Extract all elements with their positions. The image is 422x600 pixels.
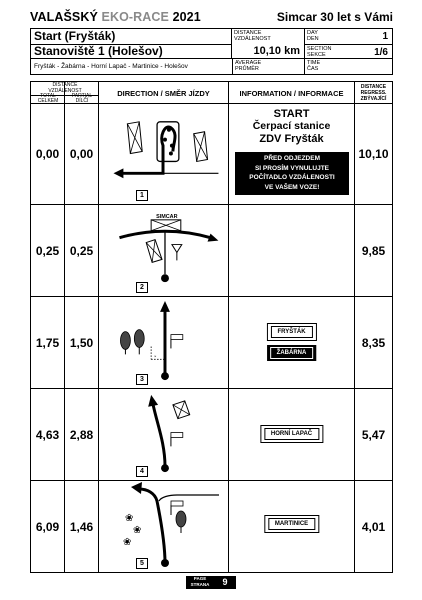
regress-distance: 9,85 (361, 243, 386, 258)
total-distance: 4,63 (35, 427, 60, 442)
page-number: 9 (214, 576, 236, 589)
town-sign-zabarna (267, 345, 317, 361)
partial-distance: 1,50 (69, 335, 94, 350)
town-sign-icon (171, 433, 183, 447)
start-info (229, 104, 354, 204)
page-label: PAGE STRANA (186, 576, 214, 589)
day-section-cell (305, 29, 392, 58)
route-description: Fryšták - Žabárna - Horní Lapač - Martinice - Holešov (34, 63, 188, 70)
start-dot-icon (161, 372, 169, 380)
building-icon (146, 240, 162, 263)
info-line1: START (273, 108, 310, 120)
partial-distance: 1,46 (69, 519, 94, 534)
town-sign-icon (171, 335, 183, 349)
town-sign-frystak (266, 323, 316, 341)
table-row (31, 297, 392, 389)
distance-header: DISTANCE (52, 82, 78, 88)
average-caption: AVERAGE PRŮMĚR (235, 60, 262, 72)
start-label: Start (Fryšták) (34, 29, 116, 43)
total-distance: 0,00 (35, 147, 60, 161)
stage-label: Stanoviště 1 (Holešov) (34, 44, 163, 58)
brand-year: 2021 (172, 10, 201, 24)
route-arrow (153, 405, 165, 466)
distance-caption: DISTANCE VZDÁLENOST (234, 30, 271, 42)
partial-header: PARTIAL DÍLČÍ (71, 93, 93, 104)
day-caption: DAY DEN (307, 30, 319, 42)
arrow-head-icon (148, 395, 158, 407)
distance-header-cz: VZDÁLENOST (31, 89, 99, 96)
table-row (31, 481, 392, 572)
regress-distance: 4,01 (361, 519, 386, 534)
svg-text:×: × (154, 353, 157, 359)
tulip-diagram (99, 389, 229, 480)
route-arrow (139, 489, 165, 563)
total-distance: 1,75 (35, 335, 60, 350)
start-dot-icon (161, 464, 169, 472)
tulip-diagram (99, 205, 229, 296)
total-header: TOTAL CELKEM (37, 93, 59, 104)
total-distance: 6,09 (35, 519, 60, 534)
information-header: INFORMATION / INFORMACE (239, 89, 344, 98)
regress-distance: 5,47 (361, 427, 386, 442)
sign-text: MARTINICE (268, 518, 315, 530)
roadbook-header (30, 28, 393, 75)
arrow-head-icon (160, 301, 170, 312)
tulip-diagram (99, 104, 229, 204)
time-cell (305, 59, 392, 75)
warning-line: PŘED ODJEZDEM (264, 155, 320, 162)
section-value: 1/6 (374, 47, 388, 58)
step-number: 5 (136, 558, 148, 569)
brand-part2: EKO-RACE (101, 10, 169, 24)
start-dot-icon (161, 274, 169, 282)
arrow-head-icon (208, 234, 219, 242)
table-row (31, 104, 392, 205)
arrow-head-icon (131, 482, 142, 494)
tulip-diagram (99, 481, 229, 572)
svg-text:❀: ❀ (133, 525, 142, 536)
tree-icon (120, 330, 144, 355)
building-icon (194, 132, 208, 162)
step-number: 2 (136, 282, 148, 293)
svg-text:❀: ❀ (125, 513, 134, 524)
warning-line: VE VAŠEM VOZE! (264, 183, 320, 191)
regress-header: DISTANCE REGRESS. ZBÝVAJÍCÍ (360, 84, 387, 102)
regress-distance: 10,10 (358, 147, 389, 161)
table-header (31, 82, 392, 104)
arrow-head-icon (114, 168, 124, 178)
yield-sign-icon (172, 245, 182, 261)
sponsor-text: Simcar 30 let s Vámi (276, 10, 393, 24)
roadbook-table (30, 81, 393, 573)
tree-icon (123, 513, 141, 548)
warning-line: SI PROSÍM VYNULUJTE (254, 164, 330, 172)
day-value: 1 (382, 31, 388, 42)
brand-part1: VALAŠSKÝ (30, 10, 98, 24)
sign-text: ŽABÁRNA (270, 347, 314, 359)
building-icon (127, 122, 142, 154)
total-distance: 0,25 (35, 243, 60, 258)
table-row (31, 205, 392, 297)
reset-odometer-warning (235, 152, 349, 195)
time-caption: TIME ČAS (307, 60, 321, 72)
title-bar (30, 10, 393, 27)
info-line3: ZDV Fryšták (259, 133, 324, 145)
sign-text: FRYŠTÁK (270, 326, 312, 338)
step-number: 1 (136, 190, 148, 201)
tree-icon (176, 511, 186, 533)
distance-value: 10,10 km (253, 45, 300, 57)
building-icon (151, 220, 181, 231)
section-caption: SECTION SEKCE (307, 46, 332, 58)
step-number: 3 (136, 374, 148, 385)
page-footer (186, 576, 236, 589)
sign-text: HORNÍ LAPAČ (264, 428, 319, 440)
partial-distance: 0,00 (69, 147, 94, 161)
distance-cell (232, 29, 305, 58)
simcar-label: SIMCAR (156, 213, 178, 220)
start-dot-icon (161, 559, 169, 567)
event-title (30, 10, 201, 24)
info-line2: Čerpací stanice (252, 120, 331, 132)
regress-distance: 8,35 (361, 335, 386, 350)
partial-distance: 2,88 (69, 427, 94, 442)
town-sign-horni-lapac (260, 425, 323, 443)
direction-header: DIRECTION / SMĚR JÍZDY (117, 89, 210, 98)
average-cell (232, 59, 305, 75)
step-number: 4 (136, 466, 148, 477)
building-icon (173, 401, 190, 419)
start-stage-cell (31, 29, 232, 58)
svg-text:❀: ❀ (123, 537, 132, 548)
partial-distance: 0,25 (69, 243, 94, 258)
table-row (31, 389, 392, 481)
town-sign-martinice (264, 515, 319, 533)
tulip-diagram (99, 297, 229, 388)
warning-line: POČÍTADLO VZDÁLENOSTI (249, 174, 335, 181)
